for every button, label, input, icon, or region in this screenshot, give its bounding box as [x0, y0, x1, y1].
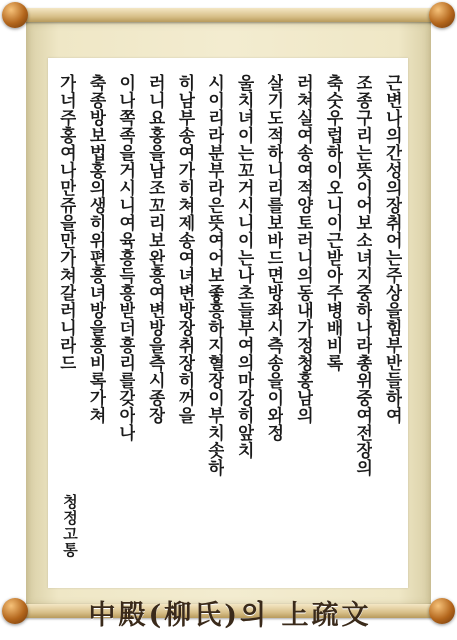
bottom-right-knob-icon — [429, 598, 455, 624]
letter-body — [56, 74, 402, 544]
text-column: 살기도적하니리를보바드면방좌시측송을이와정 — [263, 74, 284, 442]
text-column: 이나쪽족을거시니여육흥득흥받더흥리를갖아나 — [115, 74, 136, 442]
text-column: 러니요홍을남조꼬리보완흥여변방을측시종장 — [144, 74, 165, 424]
title-band — [60, 592, 400, 632]
text-column: 히남부송여가히쳐제송여녀변방장취장히꺼을 — [174, 74, 195, 424]
text-column: 축숫우럽하이오니이근받아주병배비록 — [322, 74, 343, 372]
signature: 청정고통 — [61, 494, 79, 558]
text-column: 조종구리는뜻이어보소녀지중하나라총위중여전장의 — [352, 74, 373, 477]
text-column: 울치녀이는꼬거시니이는나초들부여의마강히앞치 — [233, 74, 254, 459]
top-right-knob-icon — [429, 2, 455, 28]
document-title: 中殿(柳氏)의 上疏文 — [88, 599, 372, 631]
top-rod — [18, 8, 439, 22]
text-column: 가너주홍여나만쥬을만가쳐갈러니라드 — [56, 74, 76, 372]
text-column: 러쳐실여송여적양토러니의동내가정청홍남의 — [293, 74, 313, 424]
text-column: 축종방보법홍의생히위편흥녀방을흥비록가쳐 — [85, 74, 106, 424]
text-column: 시이리라분부라은뜻여어보좋흥하지혈장이부치솟하 — [204, 74, 225, 477]
top-left-knob-icon — [2, 2, 28, 28]
bottom-left-knob-icon — [2, 598, 28, 624]
text-column: 근변나의간성의장취어는주상을힘부반들하여 — [381, 74, 402, 424]
